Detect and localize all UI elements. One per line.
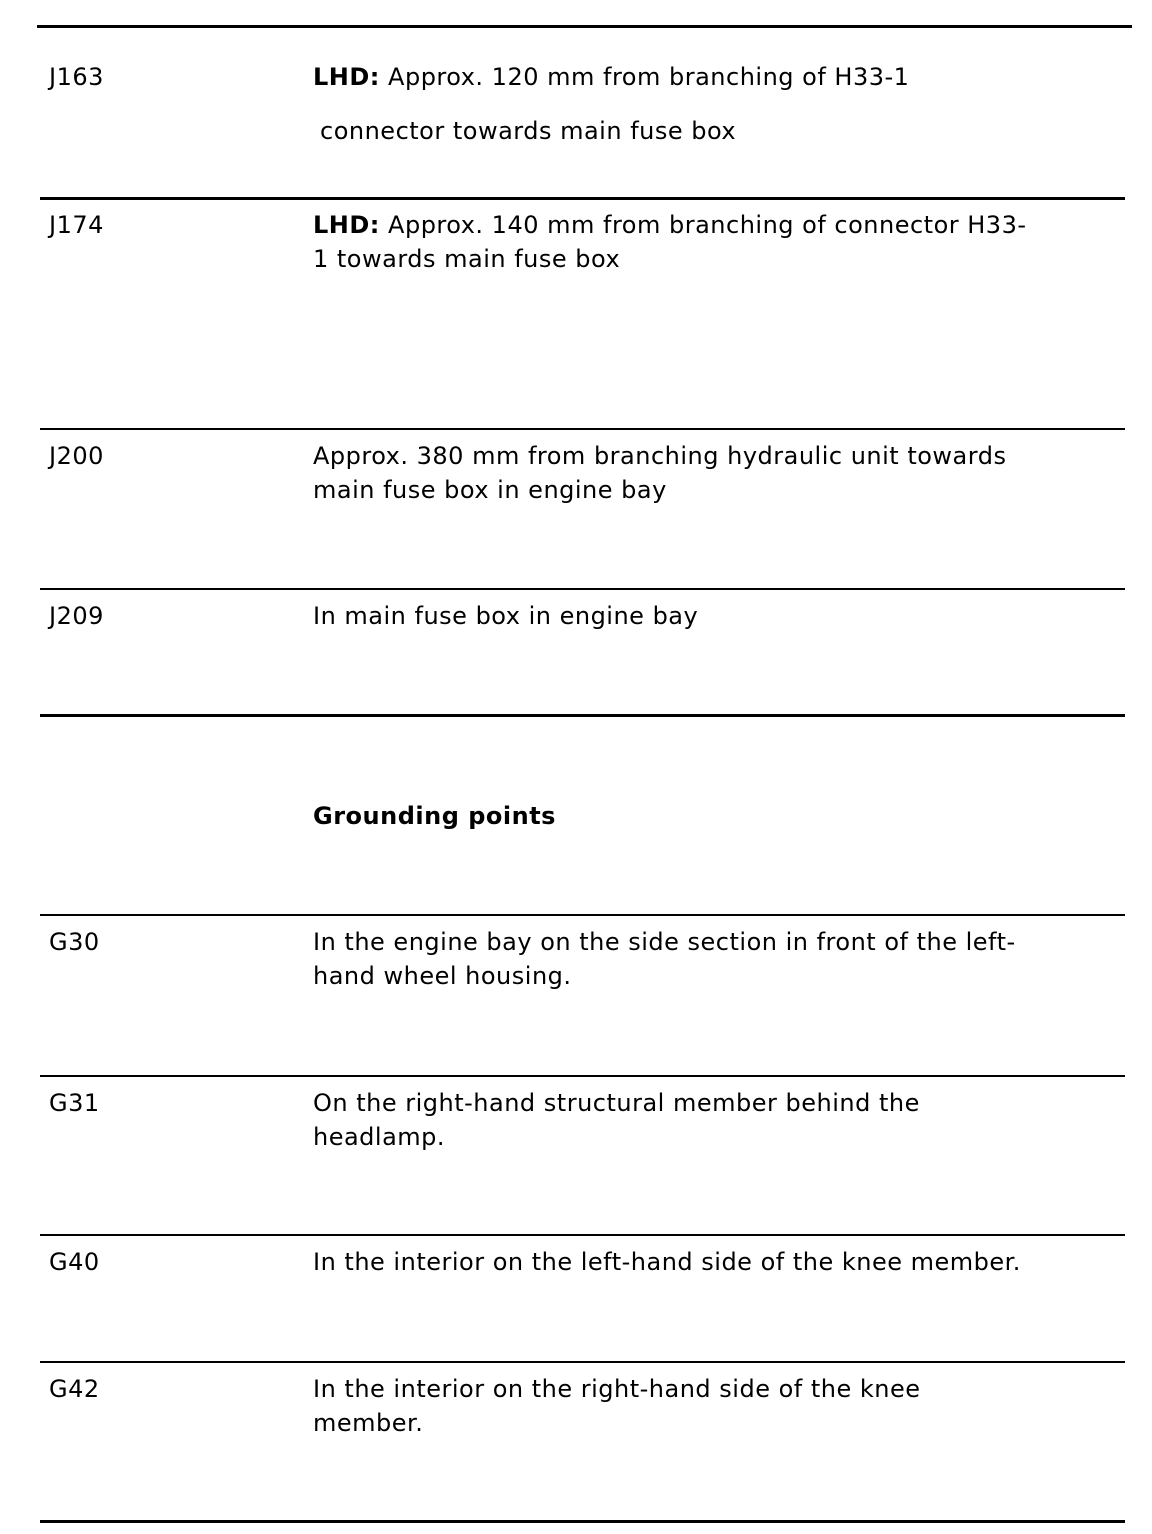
row-desc-g30	[313, 925, 1125, 993]
row-code-g31: G31	[49, 1089, 100, 1117]
row-code-j163: J163	[49, 63, 104, 91]
row-code-g30: G30	[49, 928, 100, 956]
desc-line: In the interior on the right-hand side of the knee	[313, 1375, 921, 1403]
lhd-label: LHD:	[313, 63, 380, 91]
row-desc-j200	[313, 439, 1125, 507]
section-divider	[40, 714, 1125, 717]
desc-line: Approx. 140 mm from branching of connector H33-	[379, 211, 1027, 239]
row-code-j200: J200	[49, 442, 104, 470]
row-code-j174: J174	[49, 211, 104, 239]
row-desc-j163-line2: connector towards main fuse box	[320, 117, 737, 145]
table-bottom-rule	[40, 1520, 1125, 1523]
desc-line: headlamp.	[313, 1123, 446, 1151]
table-top-rule	[37, 25, 1132, 28]
row-desc-g31	[313, 1086, 1125, 1154]
desc-line: In the engine bay on the side section in front of the left-	[313, 928, 1016, 956]
row-divider	[40, 588, 1125, 590]
row-divider	[40, 428, 1125, 430]
desc-line: Approx. 120 mm from branching of H33-1	[379, 63, 910, 91]
desc-line: Approx. 380 mm from branching hydraulic unit towards	[313, 442, 1007, 470]
row-desc-j209: In main fuse box in engine bay	[313, 602, 699, 630]
row-divider	[40, 1361, 1125, 1363]
row-divider	[40, 1075, 1125, 1077]
desc-line: hand wheel housing.	[313, 962, 572, 990]
row-desc-g42	[313, 1372, 1125, 1440]
row-code-g42: G42	[49, 1375, 100, 1403]
row-desc-j174	[313, 208, 1125, 276]
row-divider	[40, 1234, 1125, 1236]
lhd-label: LHD:	[313, 211, 380, 239]
desc-line: main fuse box in engine bay	[313, 476, 667, 504]
row-code-g40: G40	[49, 1248, 100, 1276]
row-divider	[40, 197, 1125, 200]
row-desc-j163	[313, 60, 1125, 94]
desc-line: 1 towards main fuse box	[313, 245, 621, 273]
row-divider	[40, 914, 1125, 916]
section-heading: Grounding points	[313, 802, 556, 830]
row-code-j209: J209	[49, 602, 104, 630]
desc-line: member.	[313, 1409, 424, 1437]
row-desc-g40: In the interior on the left-hand side of the knee member.	[313, 1248, 1021, 1276]
desc-line: On the right-hand structural member behind the	[313, 1089, 920, 1117]
